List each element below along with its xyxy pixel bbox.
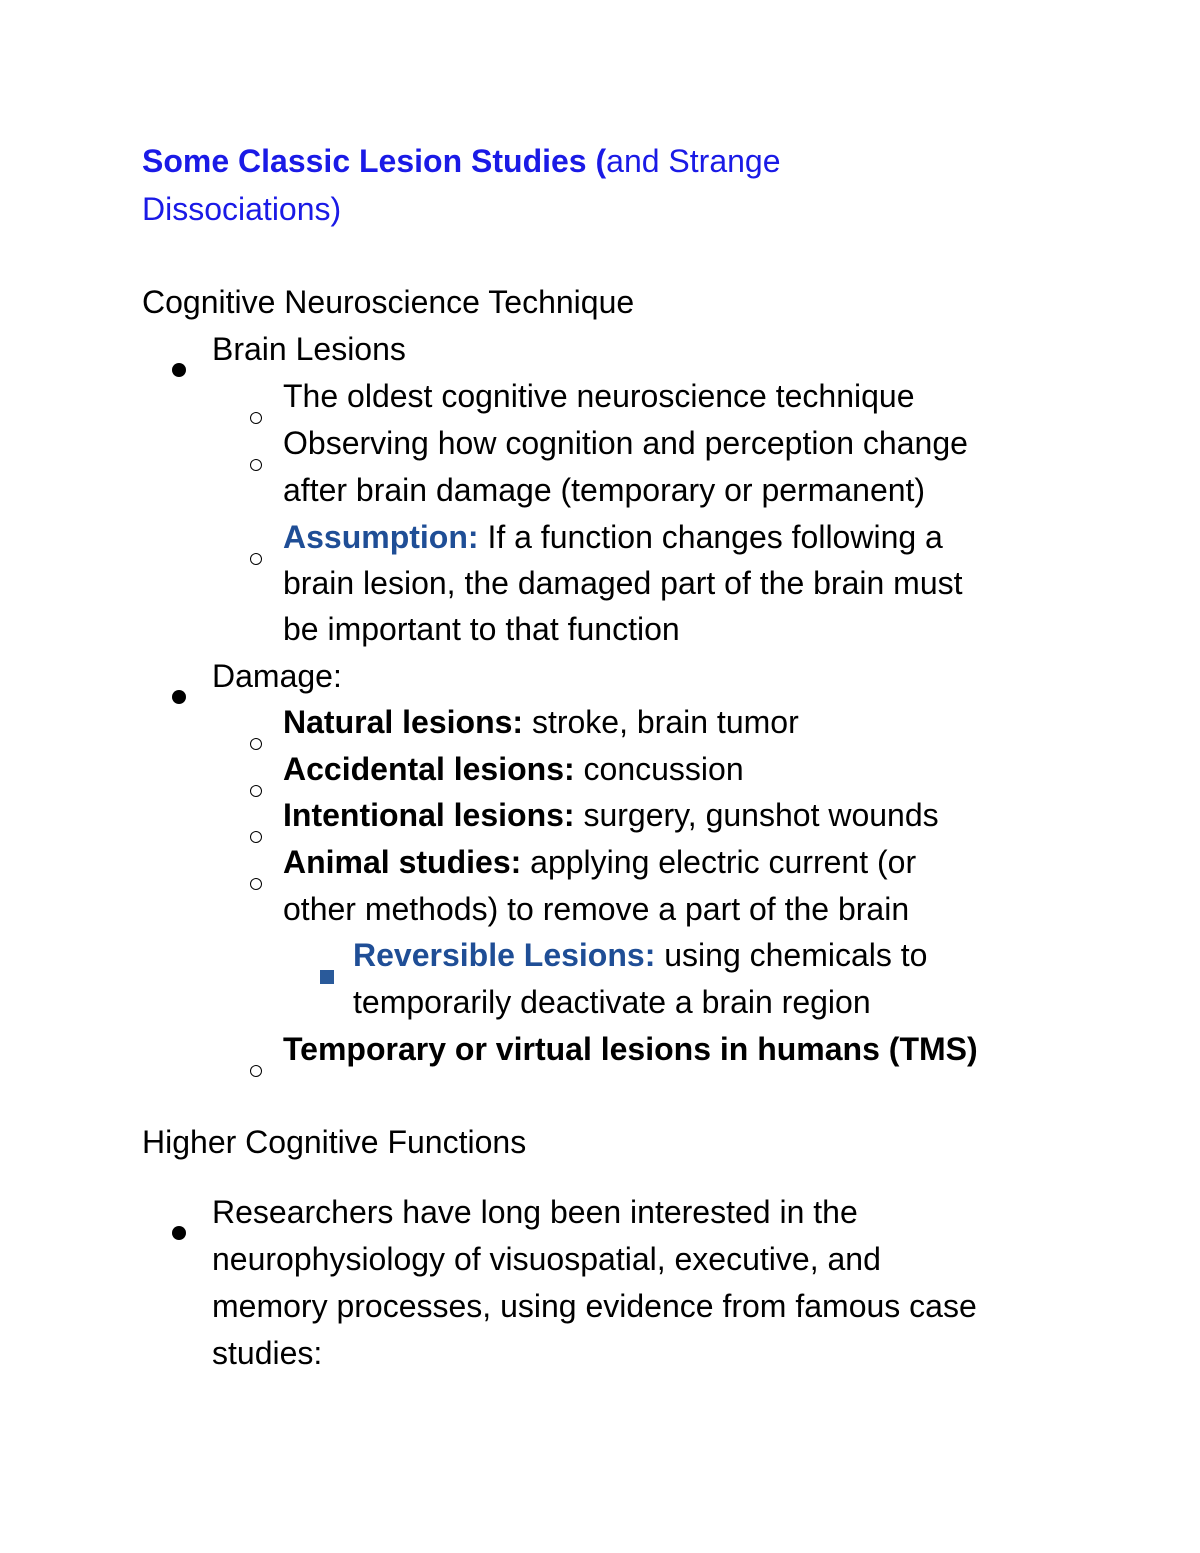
bullet-circle-icon <box>250 763 262 810</box>
title-rest-line2: Dissociations) <box>142 191 342 227</box>
animal-label: Animal studies: <box>283 844 522 880</box>
researchers-text-cont: memory processes, using evidence from famous case <box>212 1288 977 1324</box>
list-item-natural-lesions <box>283 699 799 746</box>
list-item-tms <box>283 1026 978 1073</box>
list-item-observing: Observing how cognition and perception change <box>283 425 968 461</box>
researchers-text-cont: studies: <box>212 1335 323 1371</box>
bullet-circle-icon <box>250 1043 262 1090</box>
intentional-text: surgery, gunshot wounds <box>574 797 939 833</box>
assumption-label: Assumption: <box>283 519 479 555</box>
list-item-researchers: Researchers have long been interested in the <box>212 1194 858 1230</box>
bullet-circle-icon <box>250 390 262 437</box>
list-item-accidental-lesions <box>283 746 744 793</box>
section-heading-higher-functions: Higher Cognitive Functions <box>142 1124 527 1160</box>
list-item-animal-studies <box>283 839 916 886</box>
reversible-text: using chemicals to <box>655 937 928 973</box>
list-item-observing-cont: after brain damage (temporary or permanent) <box>283 472 926 508</box>
natural-label: Natural lesions: <box>283 704 524 740</box>
tms-label: Temporary or virtual lesions in humans (TMS) <box>283 1031 978 1067</box>
assumption-text: If a function changes following a <box>478 519 943 555</box>
researchers-text-cont: neurophysiology of visuospatial, executive, and <box>212 1241 881 1277</box>
bullet-circle-icon <box>250 437 262 484</box>
section-heading-technique: Cognitive Neuroscience Technique <box>142 284 635 320</box>
animal-text: applying electric current (or <box>521 844 917 880</box>
list-item-reversible-lesions <box>353 932 927 979</box>
assumption-text-cont: brain lesion, the damaged part of the brain must <box>283 565 963 601</box>
bullet-dot-icon <box>172 1206 186 1253</box>
list-item-intentional-lesions <box>283 792 939 839</box>
accidental-label: Accidental lesions: <box>283 751 575 787</box>
animal-text-cont: other methods) to remove a part of the brain <box>283 891 910 927</box>
bullet-circle-icon <box>250 531 262 578</box>
title-bold: Some Classic Lesion Studies ( <box>142 143 607 179</box>
reversible-text-cont: temporarily deactivate a brain region <box>353 984 871 1020</box>
bullet-square-icon <box>320 950 334 997</box>
list-item-oldest-technique: The oldest cognitive neuroscience technique <box>283 378 915 414</box>
bullet-circle-icon <box>250 716 262 763</box>
bullet-dot-icon <box>172 343 186 390</box>
assumption-text-cont: be important to that function <box>283 611 680 647</box>
list-item-assumption <box>283 514 943 561</box>
reversible-label: Reversible Lesions: <box>353 937 656 973</box>
bullet-circle-icon <box>250 809 262 856</box>
list-item-brain-lesions: Brain Lesions <box>212 331 406 367</box>
list-item-damage: Damage: <box>212 658 342 694</box>
natural-text: stroke, brain tumor <box>523 704 799 740</box>
bullet-dot-icon <box>172 670 186 717</box>
bullet-circle-icon <box>250 856 262 903</box>
intentional-label: Intentional lesions: <box>283 797 575 833</box>
accidental-text: concussion <box>574 751 744 787</box>
title-rest: and Strange <box>606 143 781 179</box>
document-title <box>142 137 902 233</box>
